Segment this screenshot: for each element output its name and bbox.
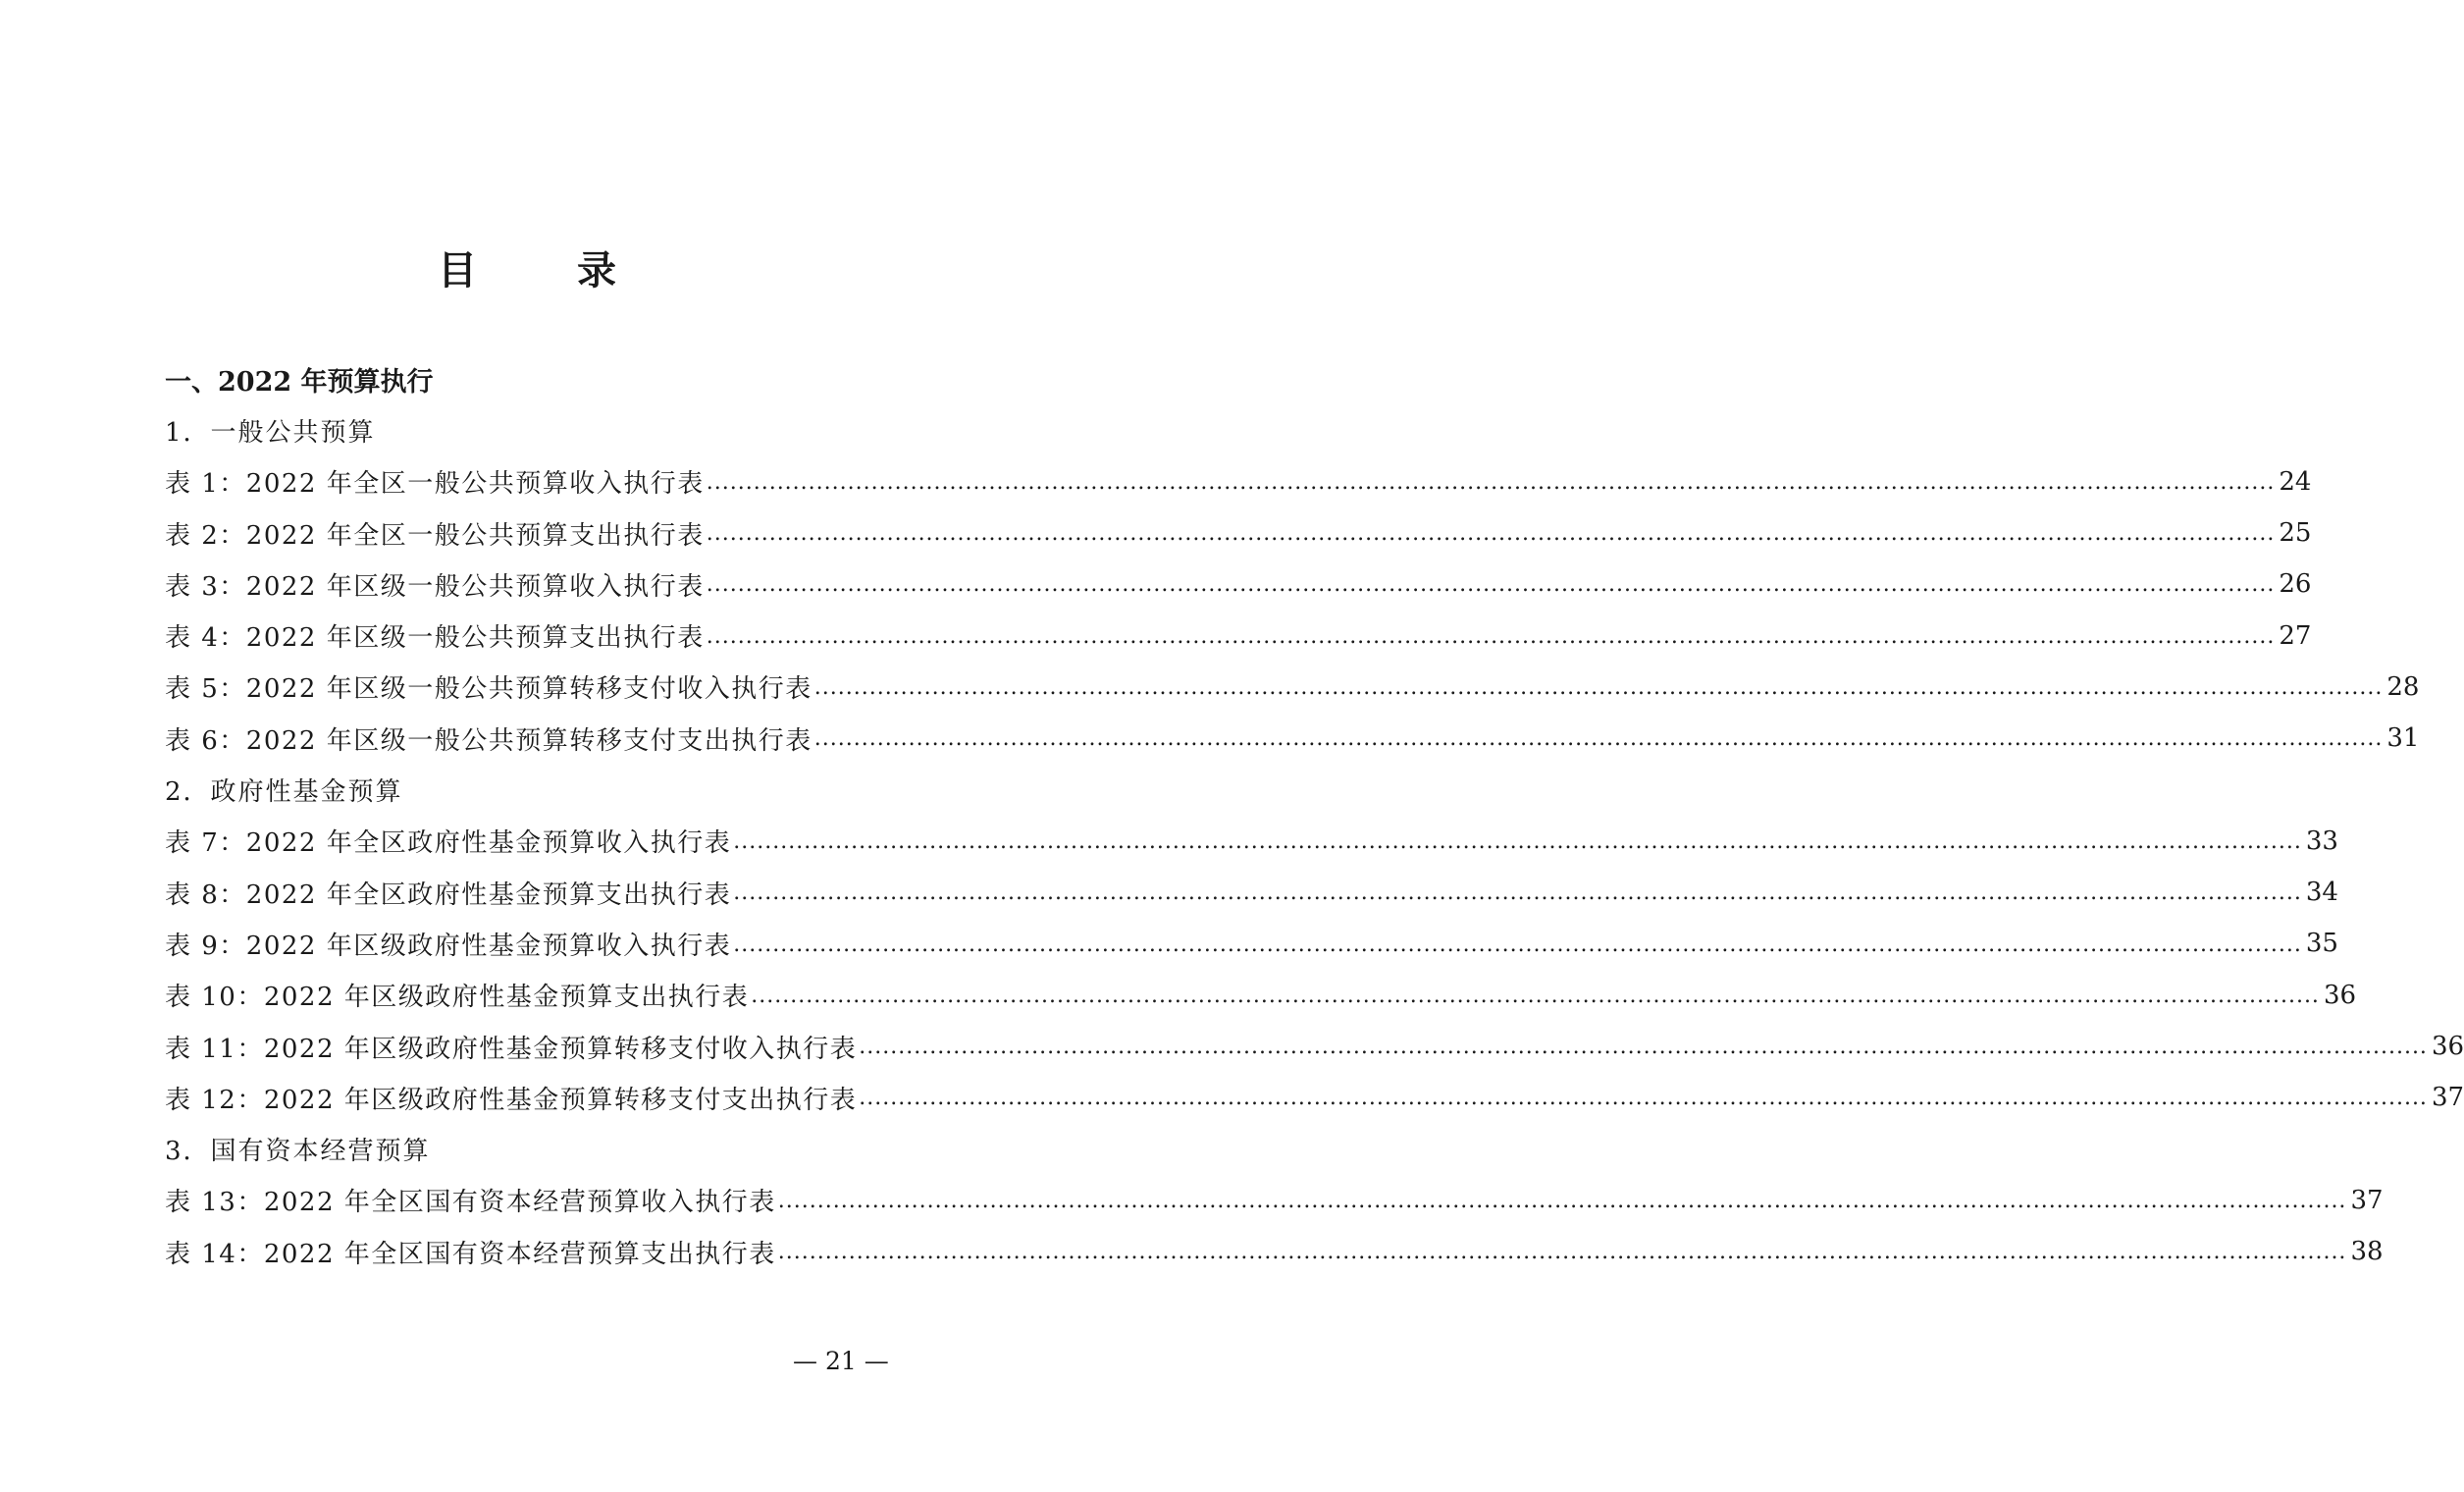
toc-entry-text: 表 12：2022 年区级政府性基金预算转移支付支出执行表 bbox=[165, 1085, 858, 1115]
dot-leader: ........................................................................................................................................................................................................ bbox=[733, 828, 2302, 854]
dot-leader: ........................................................................................................................................................................................................ bbox=[859, 1035, 2428, 1060]
dot-leader: ........................................................................................................................................................................................................ bbox=[706, 572, 2276, 598]
dot-leader: ........................................................................................................................................................................................................ bbox=[777, 1189, 2347, 1214]
toc-entry[interactable] bbox=[165, 1021, 2464, 1072]
page-number-footer: — 21 — bbox=[793, 1347, 889, 1375]
toc-entry-page: 27 bbox=[2279, 620, 2312, 651]
toc-entry[interactable] bbox=[165, 1072, 2464, 1123]
toc-entry-text: 表 1：2022 年全区一般公共预算收入执行表 bbox=[165, 469, 705, 500]
dot-leader: ........................................................................................................................................................................................................ bbox=[733, 880, 2302, 906]
toc-entry-page: 26 bbox=[2279, 569, 2312, 600]
page-title: 目 录 bbox=[438, 247, 659, 293]
toc-section-label: 1．一般公共预算 bbox=[165, 417, 376, 448]
toc-entry-page: 31 bbox=[2386, 723, 2420, 754]
toc-entry-text: 表 7：2022 年全区政府性基金预算收入执行表 bbox=[165, 828, 732, 859]
toc-entry-page: 25 bbox=[2279, 518, 2312, 549]
toc-entry[interactable] bbox=[165, 507, 2312, 559]
toc-entry-text: 表 10：2022 年区级政府性基金预算支出执行表 bbox=[165, 983, 750, 1013]
toc-entry-page: 38 bbox=[2350, 1237, 2384, 1267]
dot-leader: ........................................................................................................................................................................................................ bbox=[813, 675, 2384, 701]
toc-entry-text: 表 6：2022 年区级一般公共预算转移支付支出执行表 bbox=[165, 725, 813, 756]
dot-leader: ........................................................................................................................................................................................................ bbox=[813, 726, 2384, 752]
toc-entry[interactable] bbox=[165, 918, 2338, 969]
toc-entry-text: 表 5：2022 年区级一般公共预算转移支付收入执行表 bbox=[165, 674, 813, 705]
toc-entry-page: 35 bbox=[2305, 929, 2338, 959]
dot-leader: ........................................................................................................................................................................................................ bbox=[859, 1086, 2428, 1111]
toc-entry-page: 28 bbox=[2386, 671, 2420, 702]
toc-entry-text: 表 2：2022 年全区一般公共预算支出执行表 bbox=[165, 520, 705, 551]
toc-entry[interactable] bbox=[165, 1226, 2384, 1277]
toc-entry-page: 24 bbox=[2279, 466, 2312, 497]
dot-leader: ........................................................................................................................................................................................................ bbox=[706, 623, 2276, 649]
toc-entry-page: 33 bbox=[2305, 826, 2338, 856]
toc-entry-text: 表 13：2022 年全区国有资本经营预算收入执行表 bbox=[165, 1188, 776, 1218]
toc-section-label: 3．国有资本经营预算 bbox=[165, 1137, 431, 1167]
toc-entry[interactable] bbox=[165, 816, 2338, 867]
toc-entry-page: 37 bbox=[2431, 1083, 2464, 1113]
table-of-contents bbox=[165, 353, 2464, 1277]
toc-entry[interactable] bbox=[165, 456, 2312, 507]
dot-leader: ........................................................................................................................................................................................................ bbox=[777, 1240, 2347, 1265]
toc-heading: 一、2022 年预算执行 bbox=[165, 366, 434, 398]
dot-leader: ........................................................................................................................................................................................................ bbox=[706, 469, 2276, 495]
toc-entry[interactable] bbox=[165, 713, 2420, 764]
dot-leader: ........................................................................................................................................................................................................ bbox=[751, 983, 2320, 1008]
toc-entry[interactable] bbox=[165, 559, 2312, 610]
toc-entry-text: 表 3：2022 年区级一般公共预算收入执行表 bbox=[165, 571, 705, 602]
toc-entry-text: 表 14：2022 年全区国有资本经营预算支出执行表 bbox=[165, 1239, 776, 1269]
toc-entry-text: 表 11：2022 年区级政府性基金预算转移支付收入执行表 bbox=[165, 1034, 858, 1064]
dot-leader: ........................................................................................................................................................................................................ bbox=[706, 521, 2276, 547]
toc-entry-page: 37 bbox=[2350, 1185, 2384, 1215]
toc-entry-text: 表 9：2022 年区级政府性基金预算收入执行表 bbox=[165, 931, 732, 961]
toc-entry[interactable] bbox=[165, 970, 2357, 1021]
toc-entry[interactable] bbox=[165, 662, 2420, 713]
toc-entry[interactable] bbox=[165, 610, 2312, 661]
toc-entry-text: 表 8：2022 年全区政府性基金预算支出执行表 bbox=[165, 879, 732, 910]
toc-entry[interactable] bbox=[165, 867, 2338, 918]
toc-entry-page: 34 bbox=[2305, 878, 2338, 908]
toc-section-label: 2．政府性基金预算 bbox=[165, 777, 403, 808]
toc-entry-page: 36 bbox=[2323, 980, 2357, 1010]
toc-entry[interactable] bbox=[165, 1175, 2384, 1226]
toc-entry-text: 表 4：2022 年区级一般公共预算支出执行表 bbox=[165, 623, 705, 654]
toc-entry-page: 36 bbox=[2431, 1032, 2464, 1061]
dot-leader: ........................................................................................................................................................................................................ bbox=[733, 932, 2302, 957]
